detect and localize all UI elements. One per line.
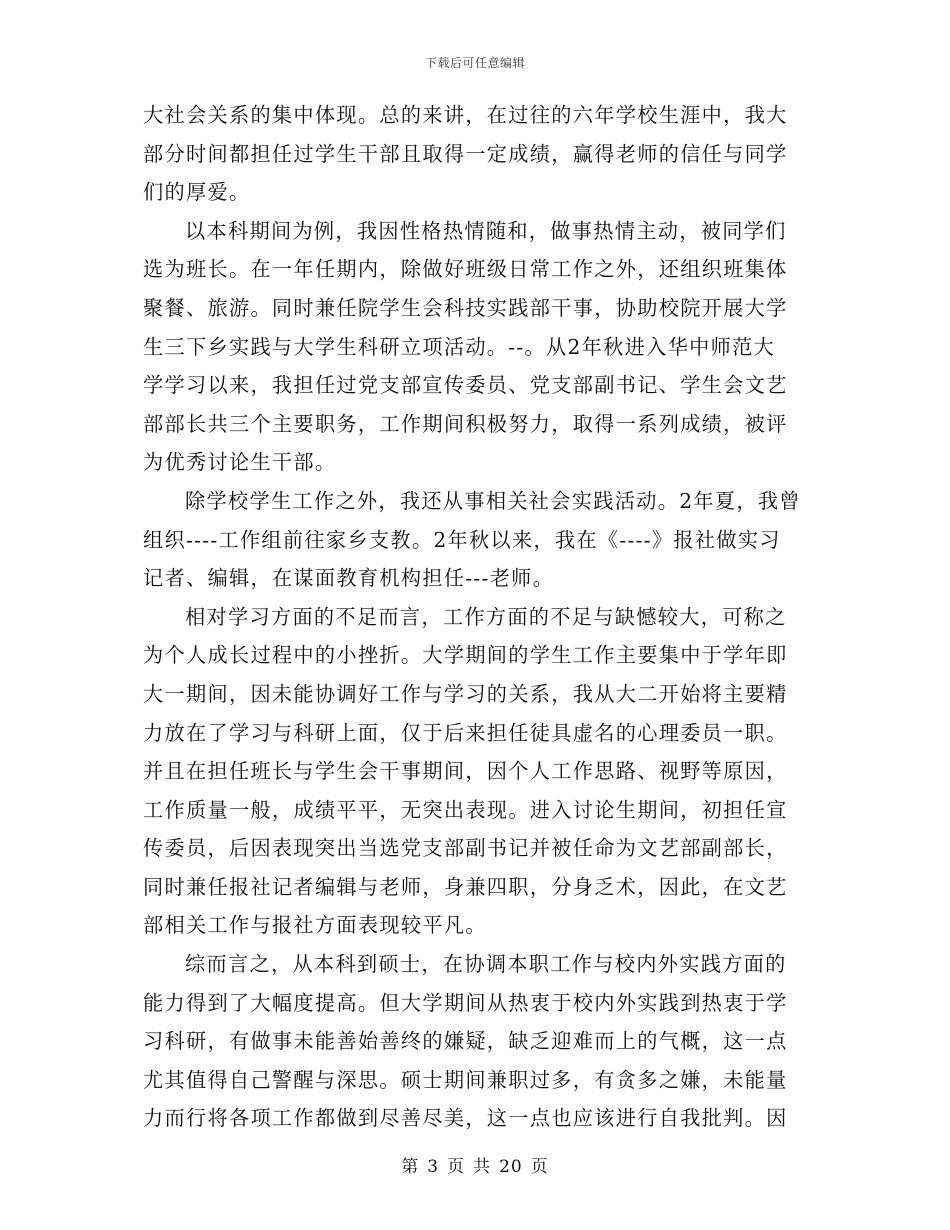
footer-total-word: 共	[473, 1157, 492, 1177]
text-line: 大社会关系的集中体现。总的来讲，在过往的六年学校生涯中，我大	[143, 103, 788, 127]
current-page-number: 3	[427, 1157, 440, 1177]
paragraph-first-line: 综而言之，从本科到硕士，在协调本职工作与校内外实践方面的	[185, 952, 787, 977]
text-line: 同时兼任报社记者编辑与老师，身兼四职，分身乏术，因此，在文艺	[143, 874, 788, 899]
text-line: 尤其值得自己警醒与深思。硕士期间兼职过多，有贪多之嫌，未能量	[143, 1067, 788, 1092]
text-line: 聚餐、旅游。同时兼任院学生会科技实践部干事，协助校院开展大学	[143, 295, 788, 320]
text-line: 部相关工作与报社方面表现较平凡。	[143, 913, 487, 938]
text-line: 为优秀讨论生干部。	[143, 450, 337, 475]
document-body	[143, 96, 808, 1138]
text-line: 部分时间都担任过学生干部且取得一定成绩，赢得老师的信任与同学	[143, 141, 788, 166]
text-line: 大一期间，因未能协调好工作与学习的关系，我从大二开始将主要精	[143, 681, 788, 706]
text-line: 并且在担任班长与学生会干事期间，因个人工作思路、视野等原因，	[143, 759, 788, 784]
text-line: 部部长共三个主要职务，工作期间积极努力，取得一系列成绩，被评	[143, 411, 788, 436]
text-line: 生三下乡实践与大学生科研立项活动。--。从2年秋进入华中师范大	[143, 334, 776, 359]
footer-prefix: 第	[401, 1157, 420, 1177]
text-line: 力而行将各项工作都做到尽善尽美，这一点也应该进行自我批判。因	[143, 1106, 788, 1131]
text-line: 记者、编辑，在谋面教育机构担任---老师。	[143, 566, 555, 591]
text-line: 传委员，后因表现突出当选党支部副书记并被任命为文艺部副部长，	[143, 836, 788, 861]
paragraph-first-line: 相对学习方面的不足而言，工作方面的不足与缺憾较大，可称之	[185, 604, 787, 629]
page-header: 下载后可任意编辑	[424, 56, 525, 70]
text-line: 习科研，有做事未能善始善终的嫌疑，缺乏迎难而上的气概，这一点	[143, 1029, 788, 1054]
footer-page-word: 页	[447, 1157, 466, 1177]
paragraph-first-line: 除学校学生工作之外，我还从事相关社会实践活动。2年夏，我曾	[185, 488, 801, 513]
text-line: 为个人成长过程中的小挫折。大学期间的学生工作主要集中于学年即	[143, 643, 788, 668]
text-line: 能力得到了大幅度提高。但大学期间从热衷于校内外实践到热衷于学	[143, 990, 788, 1015]
text-line: 们的厚爱。	[143, 180, 251, 205]
paragraph-first-line: 以本科期间为例，我因性格热情随和，做事热情主动，被同学们	[185, 218, 787, 243]
text-line: 力放在了学习与科研上面，仅于后来担任徒具虚名的心理委员一职。	[143, 720, 788, 745]
footer-suffix: 页	[530, 1157, 549, 1177]
text-line: 选为班长。在一年任期内，除做好班级日常工作之外，还组织班集体	[143, 257, 788, 282]
text-line: 工作质量一般，成绩平平，无突出表现。进入讨论生期间，初担任宣	[143, 797, 788, 822]
text-line: 组织----工作组前往家乡支教。2年秋以来，我在《----》报社做实习	[143, 527, 781, 552]
text-line: 学学习以来，我担任过党支部宣传委员、党支部副书记、学生会文艺	[143, 373, 788, 398]
page-footer	[0, 1152, 950, 1177]
total-page-count: 20	[499, 1157, 523, 1177]
